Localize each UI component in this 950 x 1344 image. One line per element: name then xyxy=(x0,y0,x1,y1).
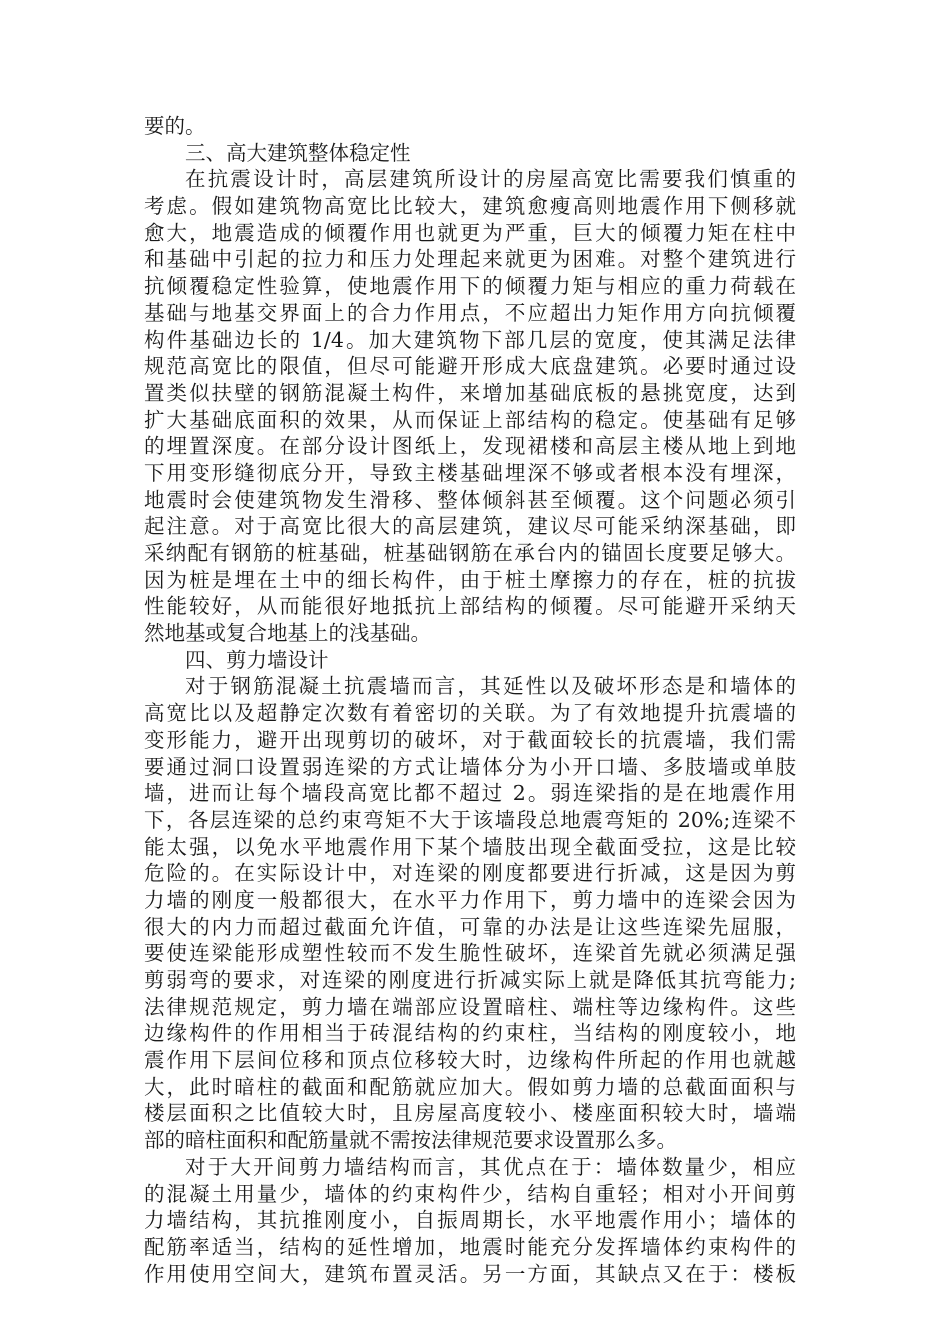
text-line: 配筋率适当，结构的延性增加，地震时能充分发挥墙体约束构件的 xyxy=(144,1234,796,1259)
text-line: 然地基或复合地基上的浅基础。 xyxy=(144,621,431,646)
text-line: 因为桩是埋在土中的细长构件，由于桩土摩擦力的存在，桩的抗拔 xyxy=(144,567,796,592)
text-line: 下，各层连梁的总约束弯矩不大于该墙段总地震弯矩的 20%;连梁不 xyxy=(144,807,796,832)
text-line: 规范高宽比的限值，但尽可能避开形成大底盘建筑。必要时通过设 xyxy=(144,354,796,379)
text-line: 性能较好，从而能很好地抵抗上部结构的倾覆。尽可能避开采纳天 xyxy=(144,594,796,619)
text-line: 部的暗柱面积和配筋量就不需按法律规范要求设置那么多。 xyxy=(144,1128,677,1153)
text-line: 大，此时暗柱的截面和配筋就应加大。假如剪力墙的总截面面积与 xyxy=(144,1074,796,1099)
text-line: 震作用下层间位移和顶点位移较大时，边缘构件所起的作用也就越 xyxy=(144,1048,796,1073)
text-line: 愈大，地震造成的倾覆作用也就更为严重，巨大的倾覆力矩在柱中 xyxy=(144,220,796,245)
text-line: 力墙的刚度一般都很大，在水平力作用下，剪力墙中的连梁会因为 xyxy=(144,887,796,912)
text-line: 的混凝土用量少，墙体的约束构件少，结构自重轻；相对小开间剪 xyxy=(144,1181,796,1206)
text-line: 扩大基础底面积的效果，从而保证上部结构的稳定。使基础有足够 xyxy=(144,407,796,432)
text-line: 边缘构件的作用相当于砖混结构的约束柱，当结构的刚度较小，地 xyxy=(144,1021,796,1046)
text-line: 楼层面积之比值较大时，且房屋高度较小、楼座面积较大时，墙端 xyxy=(144,1101,796,1126)
text-line: 要的。 xyxy=(144,114,206,138)
section-heading: 三、高大建筑整体稳定性 xyxy=(185,140,411,165)
text-line: 采纳配有钢筋的桩基础，桩基础钢筋在承台内的锚固长度要足够大。 xyxy=(144,541,796,565)
text-line: 剪弱弯的要求，对连梁的刚度进行折减实际上就是降低其抗弯能力; xyxy=(144,968,796,992)
text-line: 起注意。对于高宽比很大的高层建筑，建议尽可能采纳深基础，即 xyxy=(144,514,796,539)
text-line: 对于大开间剪力墙结构而言，其优点在于：墙体数量少，相应 xyxy=(185,1154,796,1179)
text-line: 抗倾覆稳定性验算，使地震作用下的倾覆力矩与相应的重力荷载在 xyxy=(144,274,796,299)
text-line: 和基础中引起的拉力和压力处理起来就更为困难。对整个建筑进行 xyxy=(144,247,796,272)
text-line: 能太强，以免水平地震作用下某个墙肢出现全截面受拉，这是比较 xyxy=(144,834,796,859)
text-line: 法律规范规定，剪力墙在端部应设置暗柱、端柱等边缘构件。这些 xyxy=(144,994,796,1019)
text-line: 作用使用空间大，建筑布置灵活。另一方面，其缺点又在于：楼板 xyxy=(144,1261,796,1286)
text-line: 对于钢筋混凝土抗震墙而言，其延性以及破坏形态是和墙体的 xyxy=(185,674,796,699)
text-line: 的埋置深度。在部分设计图纸上，发现裙楼和高层主楼从地上到地 xyxy=(144,434,796,459)
text-line: 要通过洞口设置弱连梁的方式让墙体分为小开口墙、多肢墙或单肢 xyxy=(144,754,796,779)
text-line: 危险的。在实际设计中，对连梁的刚度都要进行折减，这是因为剪 xyxy=(144,861,796,886)
section-heading: 四、剪力墙设计 xyxy=(185,647,329,672)
text-line: 基础与地基交界面上的合力作用点，不应超出力矩作用方向抗倾覆 xyxy=(144,300,796,325)
text-line: 构件基础边长的 1/4。加大建筑物下部几层的宽度，使其满足法律 xyxy=(144,327,796,352)
text-line: 下用变形缝彻底分开，导致主楼基础埋深不够或者根本没有埋深， xyxy=(144,460,796,485)
text-line: 高宽比以及超静定次数有着密切的关联。为了有效地提升抗震墙的 xyxy=(144,701,796,726)
text-line: 置类似扶壁的钢筋混凝土构件，来增加基础底板的悬挑宽度，达到 xyxy=(144,380,796,405)
text-line: 在抗震设计时，高层建筑所设计的房屋高宽比需要我们慎重的 xyxy=(185,167,796,192)
text-line: 考虑。假如建筑物高宽比比较大，建筑愈瘦高则地震作用下侧移就 xyxy=(144,194,796,219)
text-line: 很大的内力而超过截面允许值，可靠的办法是让这些连梁先屈服， xyxy=(144,914,796,939)
text-line: 地震时会使建筑物发生滑移、整体倾斜甚至倾覆。这个问题必须引 xyxy=(144,487,796,512)
text-line: 变形能力，避开出现剪切的破坏，对于截面较长的抗震墙，我们需 xyxy=(144,727,796,752)
text-line: 墙，进而让每个墙段高宽比都不超过 2。弱连梁指的是在地震作用 xyxy=(144,781,796,806)
text-line: 要使连梁能形成塑性较而不发生脆性破坏，连梁首先就必须满足强 xyxy=(144,941,796,966)
text-line: 力墙结构，其抗推刚度小，自振周期长，水平地震作用小；墙体的 xyxy=(144,1208,796,1233)
document-page xyxy=(144,113,796,1287)
